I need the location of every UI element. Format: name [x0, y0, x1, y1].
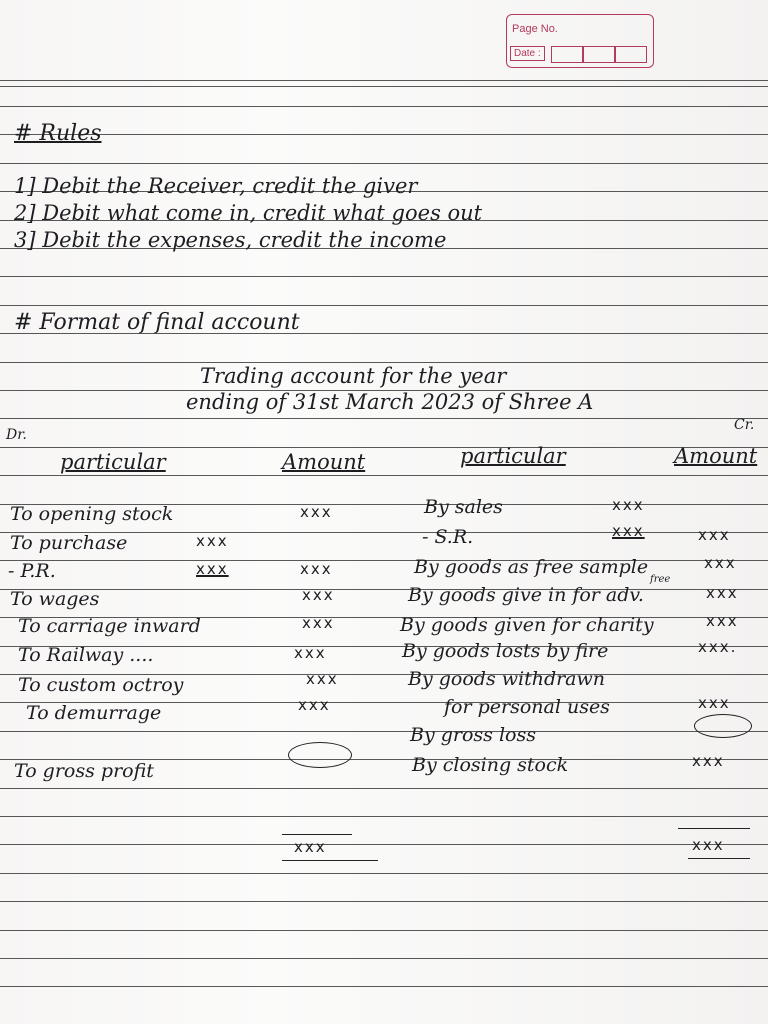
- credit-row-amount: xxx: [698, 694, 731, 712]
- ruled-line: [0, 418, 768, 419]
- credit-row-sub-amount: xxx: [612, 496, 645, 514]
- ruled-line: [0, 305, 768, 306]
- credit-row-sub-amount: xxx: [612, 522, 645, 540]
- ruled-line: [0, 134, 768, 135]
- right-total-double-rule: [688, 858, 750, 859]
- debit-row-label: To Railway ....: [18, 644, 154, 666]
- ruled-line: [0, 958, 768, 959]
- ruled-line: [0, 589, 768, 590]
- credit-row-label: By goods as free sample: [414, 556, 649, 578]
- debit-row-amount: xxx: [298, 696, 331, 714]
- ruled-line: [0, 80, 768, 81]
- ruled-line: [0, 447, 768, 448]
- debit-row-label: To wages: [10, 588, 100, 610]
- date-cell-day: [551, 46, 583, 63]
- ruled-line: [0, 986, 768, 987]
- left-total-rule: [282, 834, 352, 835]
- credit-row-label: By goods give in for adv.: [408, 584, 644, 606]
- ruled-line: [0, 788, 768, 789]
- column-header-amount-left: Amount: [282, 450, 366, 474]
- debit-row-amount: xxx: [302, 586, 335, 604]
- credit-row-label: - S.R.: [422, 526, 474, 548]
- debit-row-amount: xxx: [306, 670, 339, 688]
- column-header-amount-right: Amount: [674, 444, 758, 468]
- credit-row-label: By goods withdrawn: [408, 668, 606, 690]
- trading-title-line-2: ending of 31st March 2023 of Shree A: [186, 390, 594, 414]
- ruled-line: [0, 362, 768, 363]
- total-left: xxx: [294, 838, 327, 856]
- debit-row-sub-amount: xxx: [196, 560, 229, 578]
- credit-row-amount: xxx: [698, 526, 731, 544]
- left-total-double-rule: [282, 860, 378, 861]
- debit-row-sub-amount: xxx: [196, 532, 229, 550]
- debit-row-label: To custom octroy: [18, 674, 184, 696]
- credit-row-label: By goods given for charity: [400, 614, 654, 636]
- ruled-line: [0, 163, 768, 164]
- debit-row-label: To gross profit: [14, 760, 154, 782]
- credit-row-amount: xxx: [706, 612, 739, 630]
- column-header-particular-right: particular: [460, 444, 566, 468]
- debit-row-label: To opening stock: [10, 503, 174, 525]
- ruled-line: [0, 844, 768, 845]
- ruled-line: [0, 731, 768, 732]
- ruled-line: [0, 106, 768, 107]
- ruled-line: [0, 86, 768, 87]
- debit-row-amount: xxx: [294, 644, 327, 662]
- debit-row-amount: xxx: [302, 614, 335, 632]
- gross-loss-balancing-oval: [694, 714, 752, 738]
- dr-label: Dr.: [6, 427, 27, 443]
- ruled-line: [0, 276, 768, 277]
- ruled-line: [0, 901, 768, 902]
- page-number-date-box: [506, 14, 654, 68]
- page-no-label: Page No.: [512, 23, 558, 35]
- credit-row-label: By gross loss: [410, 724, 536, 746]
- credit-row-amount: xxx.: [698, 638, 738, 656]
- rule-item-1: 1] Debit the Receiver, credit the giver: [14, 174, 418, 198]
- column-header-particular-left: particular: [60, 450, 166, 474]
- debit-row-label: To demurrage: [26, 702, 162, 724]
- credit-row-label: By closing stock: [412, 754, 569, 776]
- rule-item-3: 3] Debit the expenses, credit the income: [14, 228, 447, 252]
- credit-row-label: By goods losts by fire: [402, 640, 609, 662]
- credit-row-label: By sales: [424, 496, 503, 518]
- adv-superscript: free: [650, 574, 671, 585]
- credit-row-amount: xxx: [704, 554, 737, 572]
- debit-row-label: - P.R.: [8, 560, 56, 582]
- right-total-rule: [678, 828, 750, 829]
- cr-label: Cr.: [734, 417, 755, 433]
- ruled-line: [0, 475, 768, 476]
- debit-row-label: To purchase: [10, 532, 128, 554]
- rule-item-2: 2] Debit what come in, credit what goes out: [14, 201, 483, 225]
- rules-heading: # Rules: [14, 121, 102, 146]
- format-heading: # Format of final account: [14, 310, 300, 335]
- credit-row-amount: xxx: [706, 584, 739, 602]
- debit-row-label: To carriage inward: [18, 615, 201, 637]
- ruled-line: [0, 560, 768, 561]
- date-label: Date :: [510, 46, 545, 61]
- gross-profit-balancing-oval: [288, 742, 352, 768]
- date-cell-month: [583, 46, 615, 63]
- ruled-line: [0, 816, 768, 817]
- date-cell-year: [615, 46, 647, 63]
- trading-title-line-1: Trading account for the year: [200, 364, 507, 388]
- debit-row-amount: xxx: [300, 503, 333, 521]
- credit-row-label: for personal uses: [444, 696, 610, 718]
- ruled-line: [0, 930, 768, 931]
- credit-row-amount: xxx: [692, 752, 725, 770]
- ruled-line: [0, 873, 768, 874]
- total-right: xxx: [692, 836, 725, 854]
- debit-row-amount: xxx: [300, 560, 333, 578]
